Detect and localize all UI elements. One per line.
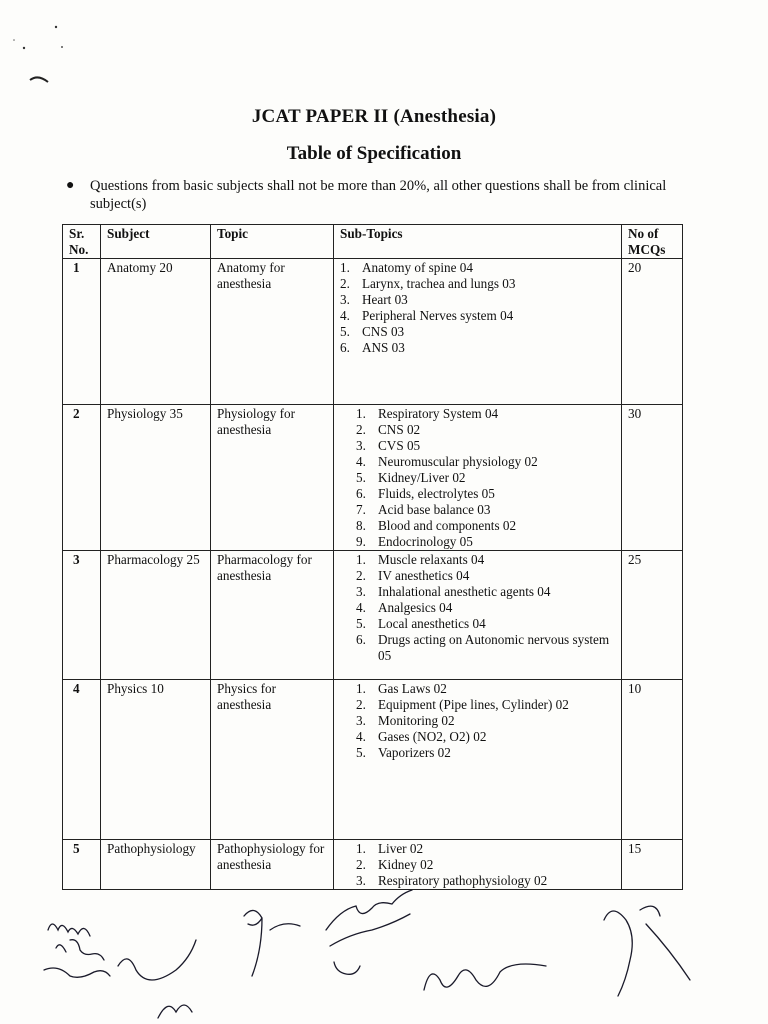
subtopic-number: 5. <box>356 470 366 485</box>
row-sr: 2 <box>63 405 101 551</box>
subtopic-number: 1. <box>356 406 366 421</box>
subtopic-number: 1. <box>356 552 366 567</box>
row-topic: Physiology for anesthesia <box>211 405 334 551</box>
subtopic-item <box>356 729 616 745</box>
subtopic-text: ANS 03 <box>362 340 405 355</box>
subtopic-item <box>356 518 616 534</box>
subtopic-item <box>356 713 616 729</box>
subtopic-number: 2. <box>356 422 366 437</box>
subtopic-item <box>356 568 616 584</box>
row-subject: Pharmacology 25 <box>101 551 211 680</box>
subtopic-number: 6. <box>356 632 366 647</box>
row-mcqs: 20 <box>622 259 683 405</box>
subtopic-number: 2. <box>356 697 366 712</box>
subtopic-item <box>356 632 616 664</box>
row-sr: 5 <box>63 840 101 890</box>
document-subtitle: Table of Specification <box>286 143 462 164</box>
row-topic: Physics for anesthesia <box>211 680 334 840</box>
subtopic-item <box>356 406 616 422</box>
subtopic-item <box>340 276 616 292</box>
row-topic: Anatomy for anesthesia <box>211 259 334 405</box>
subtopic-item <box>340 340 616 356</box>
subtopic-number: 6. <box>340 340 350 355</box>
subtopic-text: Respiratory System 04 <box>378 406 499 421</box>
row-sr: 1 <box>63 259 101 405</box>
row-topic: Pathophysiology for anesthesia <box>211 840 334 890</box>
subtopic-number: 1. <box>356 841 366 856</box>
header-subtopics: Sub-Topics <box>334 225 622 259</box>
subtopic-text: Gas Laws 02 <box>378 681 447 696</box>
subtopic-item <box>356 486 616 502</box>
row-mcqs: 15 <box>622 840 683 890</box>
row-subject: Pathophysiology <box>101 840 211 890</box>
subtopic-item <box>356 584 616 600</box>
row-sr: 4 <box>63 680 101 840</box>
subtopic-text: Monitoring 02 <box>378 713 455 728</box>
subtopic-text: CNS 03 <box>362 324 405 339</box>
document-title: JCAT PAPER II (Anesthesia) <box>251 106 497 127</box>
subtopic-number: 5. <box>340 324 350 339</box>
subtopic-number: 3. <box>356 873 366 888</box>
subtopic-number: 5. <box>356 616 366 631</box>
header-sr: Sr. No. <box>63 225 101 259</box>
subtopic-list <box>356 552 616 664</box>
subtopic-number: 4. <box>356 600 366 615</box>
subtopic-list <box>356 681 616 761</box>
subtopic-item <box>356 616 616 632</box>
subtopic-item <box>356 502 616 518</box>
subtopic-number: 6. <box>356 486 366 501</box>
subtopic-item <box>356 470 616 486</box>
subtopic-text: Kidney 02 <box>378 857 434 872</box>
row-subtopics <box>334 680 622 840</box>
subtopic-number: 1. <box>356 681 366 696</box>
subtopic-text: Equipment (Pipe lines, Cylinder) 02 <box>378 697 569 712</box>
subtopic-item <box>356 697 616 713</box>
subtopic-item <box>340 260 616 276</box>
subtopic-text: Anatomy of spine 04 <box>362 260 473 275</box>
note-bullet-item <box>66 177 686 213</box>
subtopic-number: 3. <box>340 292 350 307</box>
subtopic-text: Larynx, trachea and lungs 03 <box>362 276 516 291</box>
subtopic-number: 4. <box>356 729 366 744</box>
handwritten-signatures <box>0 880 768 1024</box>
subtopic-number: 1. <box>340 260 350 275</box>
subtopic-text: Peripheral Nerves system 04 <box>362 308 514 323</box>
subtopic-text: Blood and components 02 <box>378 518 517 533</box>
subtopic-number: 4. <box>340 308 350 323</box>
row-mcqs: 25 <box>622 551 683 680</box>
subtopic-number: 2. <box>356 568 366 583</box>
subtopic-item <box>356 857 616 873</box>
subtopic-item <box>356 600 616 616</box>
subtopic-text: Respiratory pathophysiology 02 <box>378 873 548 888</box>
subtopic-item <box>356 454 616 470</box>
row-sr: 3 <box>63 551 101 680</box>
subtopic-text: Inhalational anesthetic agents 04 <box>378 584 551 599</box>
header-subject: Subject <box>101 225 211 259</box>
subtopic-list <box>356 406 616 550</box>
subtopic-text: Endocrinology 05 <box>378 534 473 549</box>
subtopic-number: 9. <box>356 534 366 549</box>
row-subtopics <box>334 405 622 551</box>
subtopic-number: 7. <box>356 502 366 517</box>
table-row <box>63 405 683 551</box>
subtopic-text: Drugs acting on Autonomic nervous system 05 <box>378 632 610 663</box>
table-row <box>63 680 683 840</box>
subtopic-item <box>356 841 616 857</box>
specification-table <box>62 224 683 890</box>
subtopic-text: Neuromuscular physiology 02 <box>378 454 538 469</box>
subtopic-text: Muscle relaxants 04 <box>378 552 485 567</box>
subtopic-item <box>340 292 616 308</box>
subtopic-item <box>356 681 616 697</box>
row-mcqs: 30 <box>622 405 683 551</box>
subtopic-text: Heart 03 <box>362 292 408 307</box>
note-text: Questions from basic subjects shall not be more than 20%, all other questions shall be from clinical subject(s) <box>90 178 667 212</box>
subtopic-item <box>356 422 616 438</box>
subtopic-number: 2. <box>340 276 350 291</box>
subtopic-text: CVS 05 <box>378 438 421 453</box>
table-row <box>63 259 683 405</box>
subtopic-text: Gases (NO2, O2) 02 <box>378 729 487 744</box>
subtopic-text: Analgesics 04 <box>378 600 453 615</box>
subtopic-text: Acid base balance 03 <box>378 502 491 517</box>
subtopic-text: Fluids, electrolytes 05 <box>378 486 495 501</box>
subtopic-number: 2. <box>356 857 366 872</box>
subtopic-item <box>356 438 616 454</box>
row-topic: Pharmacology for anesthesia <box>211 551 334 680</box>
row-subtopics <box>334 259 622 405</box>
subtopic-item <box>356 745 616 761</box>
subtopic-item <box>340 308 616 324</box>
row-subtopics <box>334 551 622 680</box>
subtopic-number: 8. <box>356 518 366 533</box>
subtopic-number: 4. <box>356 454 366 469</box>
subtopic-text: Local anesthetics 04 <box>378 616 486 631</box>
subtopic-item <box>356 534 616 550</box>
subtopic-text: Vaporizers 02 <box>378 745 451 760</box>
row-subject: Physics 10 <box>101 680 211 840</box>
table-header-row <box>63 225 683 259</box>
scan-marks <box>0 0 768 120</box>
table-row <box>63 551 683 680</box>
subtopic-text: Liver 02 <box>378 841 424 856</box>
subtopic-number: 3. <box>356 584 366 599</box>
subtopic-text: IV anesthetics 04 <box>378 568 470 583</box>
row-mcqs: 10 <box>622 680 683 840</box>
subtopic-text: Kidney/Liver 02 <box>378 470 466 485</box>
bullet-icon: ● <box>66 178 75 193</box>
subtopic-item <box>356 552 616 568</box>
subtopic-text: CNS 02 <box>378 422 421 437</box>
subtopic-number: 3. <box>356 438 366 453</box>
row-subject: Physiology 35 <box>101 405 211 551</box>
subtopic-item <box>340 324 616 340</box>
subtopic-number: 3. <box>356 713 366 728</box>
subtopic-number: 5. <box>356 745 366 760</box>
header-topic: Topic <box>211 225 334 259</box>
header-mcqs: No of MCQs <box>622 225 683 259</box>
row-subject: Anatomy 20 <box>101 259 211 405</box>
subtopic-list <box>340 260 616 356</box>
